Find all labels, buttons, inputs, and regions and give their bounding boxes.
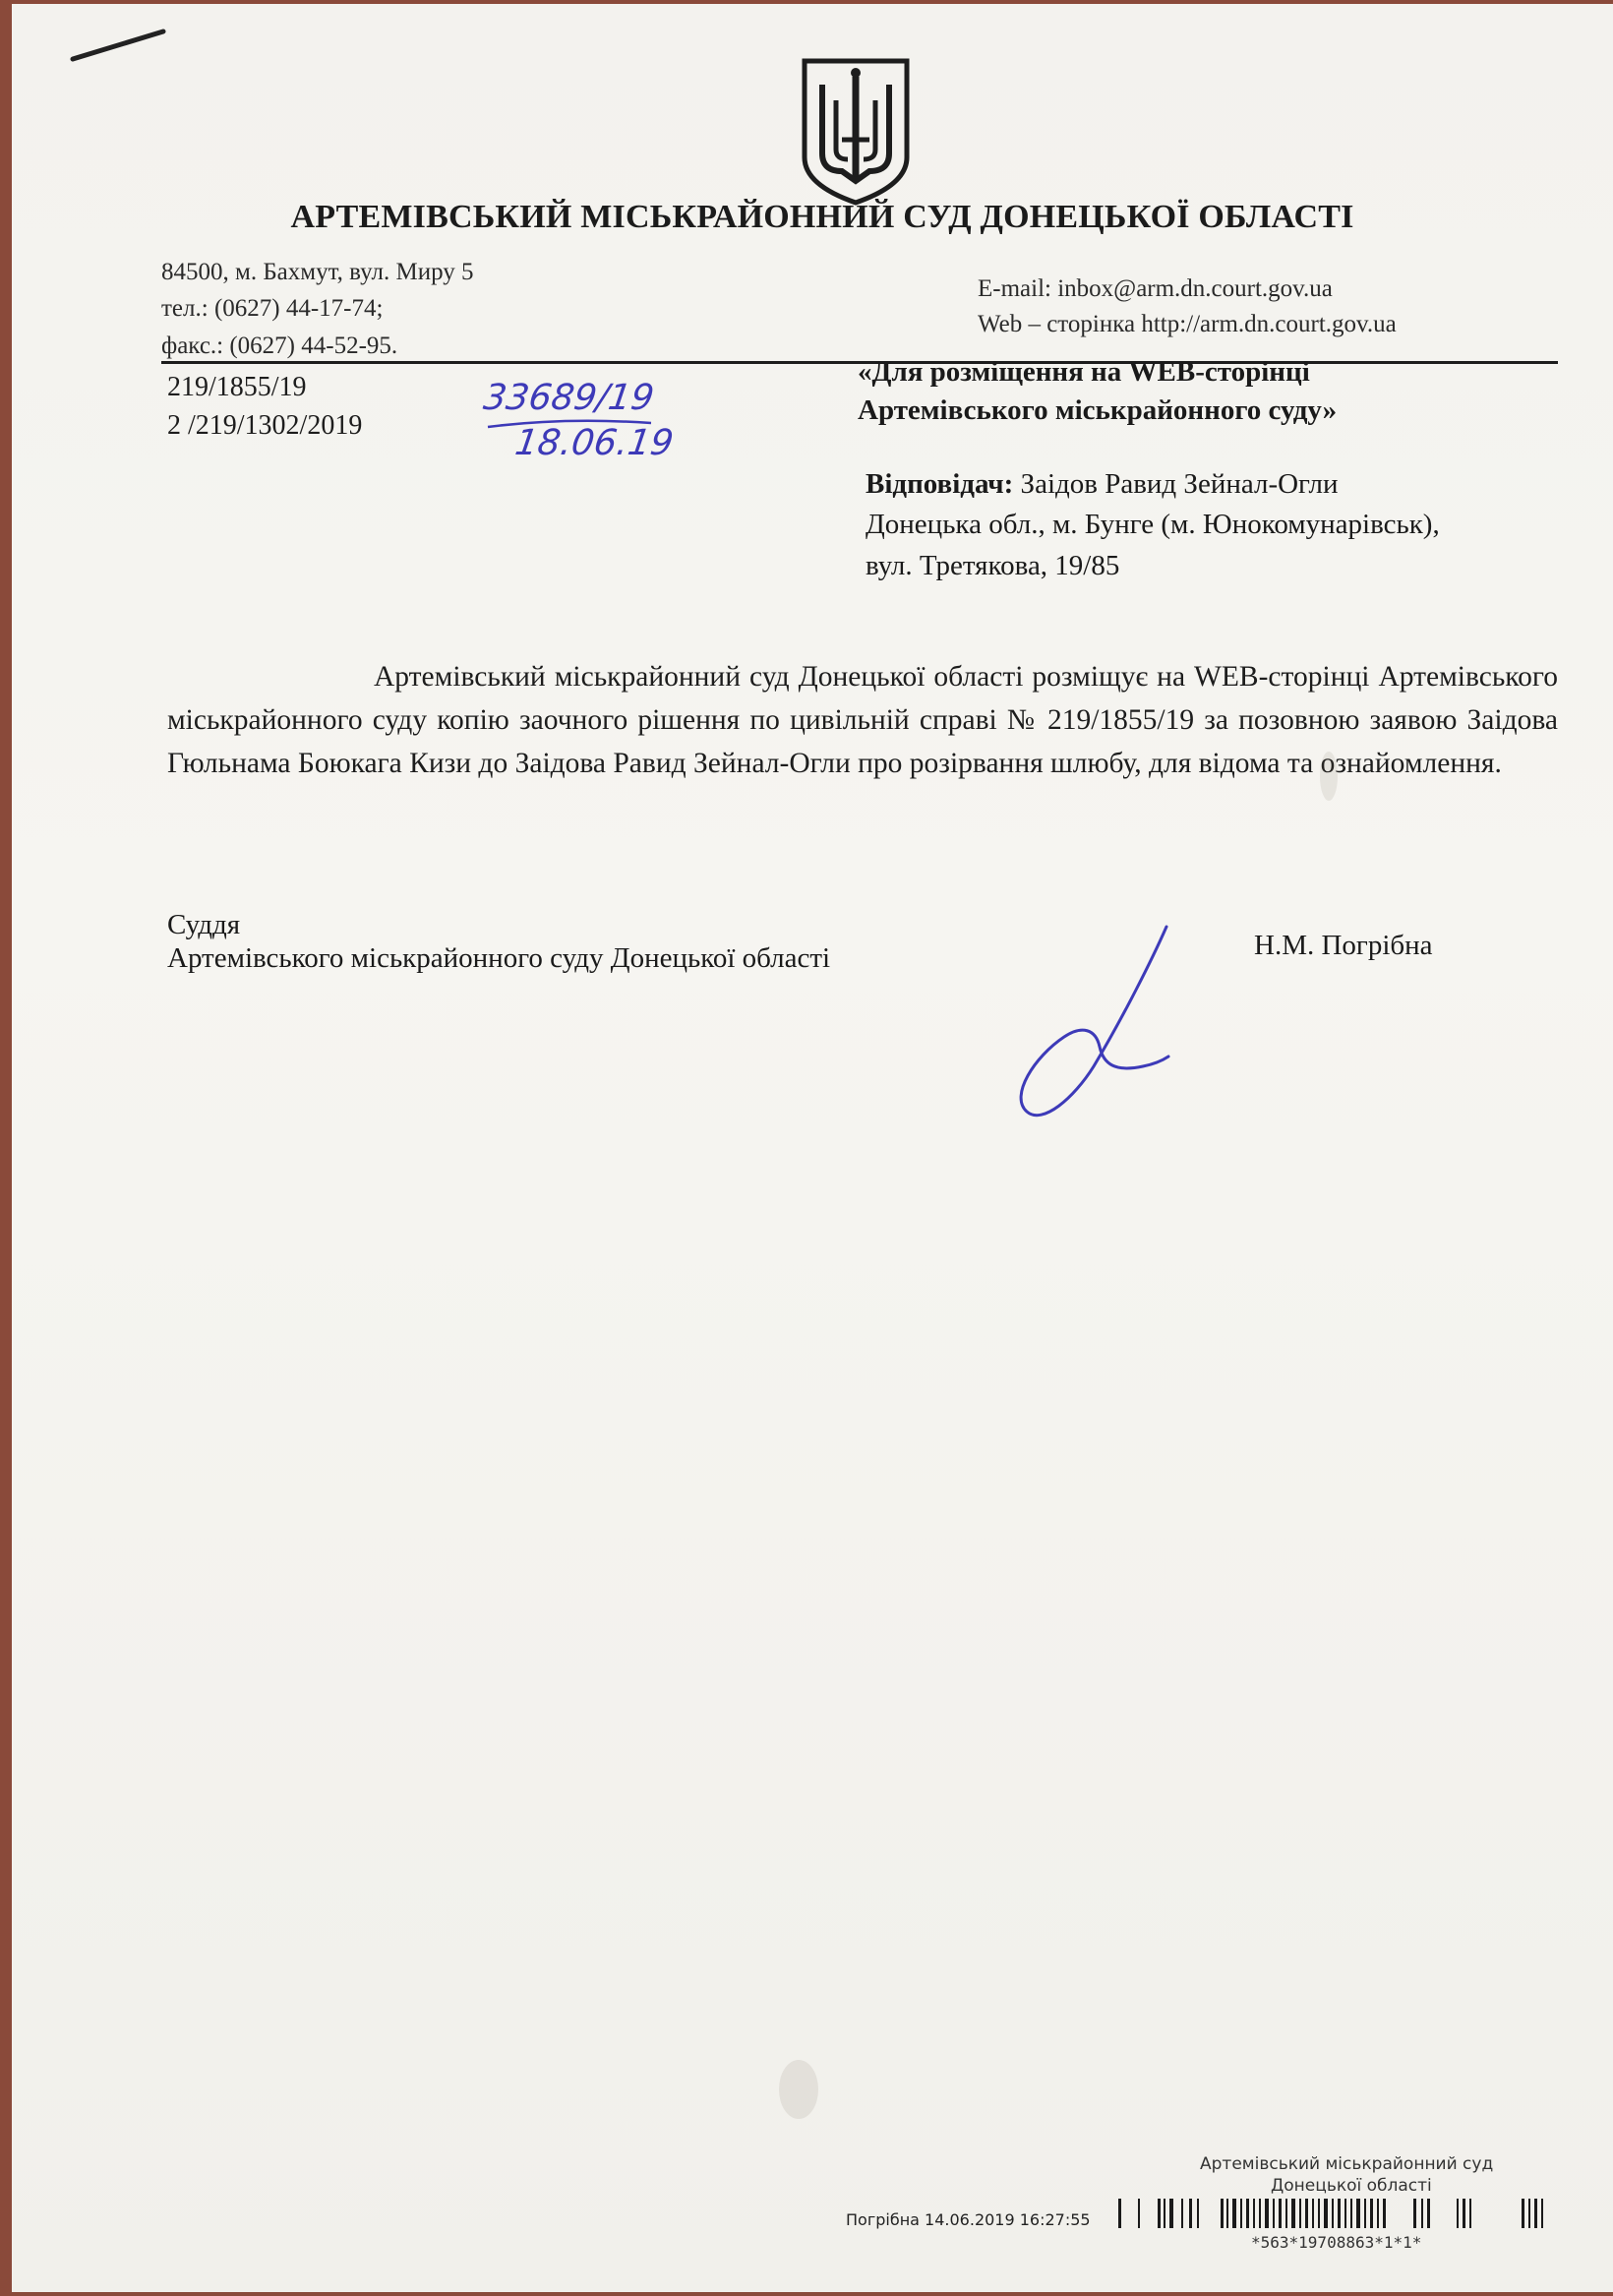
- court-fax: факс.: (0627) 44-52-95.: [161, 332, 398, 359]
- handwritten-signature: [1005, 919, 1182, 1130]
- proceeding-number: 2 /219/1302/2019: [167, 410, 363, 441]
- barcode-number: *563*19708863*1*1*: [1251, 2233, 1422, 2252]
- stamp-user-timestamp: Погрібна 14.06.2019 16:27:55: [846, 2210, 1091, 2229]
- document-page: [12, 4, 1613, 2292]
- respondent-name: Заідов Равид Зейнал-Огли: [1020, 468, 1339, 500]
- handwritten-registration-number: 33689/19: [481, 378, 657, 418]
- court-name-heading: АРТЕМІВСЬКИЙ МІСЬКРАЙОННИЙ СУД ДОНЕЦЬКОЇ ОБЛАСТІ: [290, 199, 1354, 235]
- court-address: 84500, м. Бахмут, вул. Миру 5: [161, 259, 474, 285]
- court-email: E-mail: inbox@arm.dn.court.gov.ua: [978, 275, 1333, 302]
- court-website: Web – сторінка http://arm.dn.court.gov.ua: [978, 311, 1397, 337]
- pen-stroke-mark: [69, 26, 167, 65]
- web-publication-title-line1: «Для розміщення на WEB-сторінці: [858, 356, 1310, 388]
- respondent-address-line1: Донецька обл., м. Бунге (м. Юнокомунарівськ),: [866, 509, 1440, 540]
- respondent-line: [866, 468, 1338, 501]
- respondent-address-line2: вул. Третякова, 19/85: [866, 550, 1120, 581]
- paper-stain: [1320, 752, 1338, 801]
- notice-body: [167, 655, 1558, 785]
- coat-of-arms-icon: [797, 55, 915, 208]
- case-number: 219/1855/19: [167, 372, 307, 402]
- notice-body-text: Артемівський міськрайонний суд Донецької області розміщує на WEB-сторінці Артемівського міськрайонного суду копію заочного рішення по цивільній справі № 219/1855/19 за позовною заявою Заідова Гюльнама Боюкага Кизи до Заідова Равид Зейнал-Огли про розірвання шлюбу, для відома та ознайомлення.: [167, 661, 1558, 779]
- web-publication-title-line2: Артемівського міськрайонного суду»: [858, 394, 1338, 426]
- stamp-court-line2: Донецької області: [1271, 2176, 1432, 2196]
- barcode-icon: [1118, 2197, 1590, 2234]
- judge-title: Суддя: [167, 909, 241, 940]
- judge-name: Н.М. Погрібна: [1254, 930, 1433, 961]
- respondent-label: Відповідач:: [866, 468, 1014, 500]
- handwritten-date: 18.06.19: [512, 423, 677, 463]
- paper-stain: [779, 2060, 818, 2119]
- judge-court: Артемівського міськрайонного суду Донецької області: [167, 942, 831, 974]
- court-phone: тел.: (0627) 44-17-74;: [161, 295, 384, 322]
- stamp-court-line1: Артемівський міськрайонний суд: [1200, 2154, 1494, 2174]
